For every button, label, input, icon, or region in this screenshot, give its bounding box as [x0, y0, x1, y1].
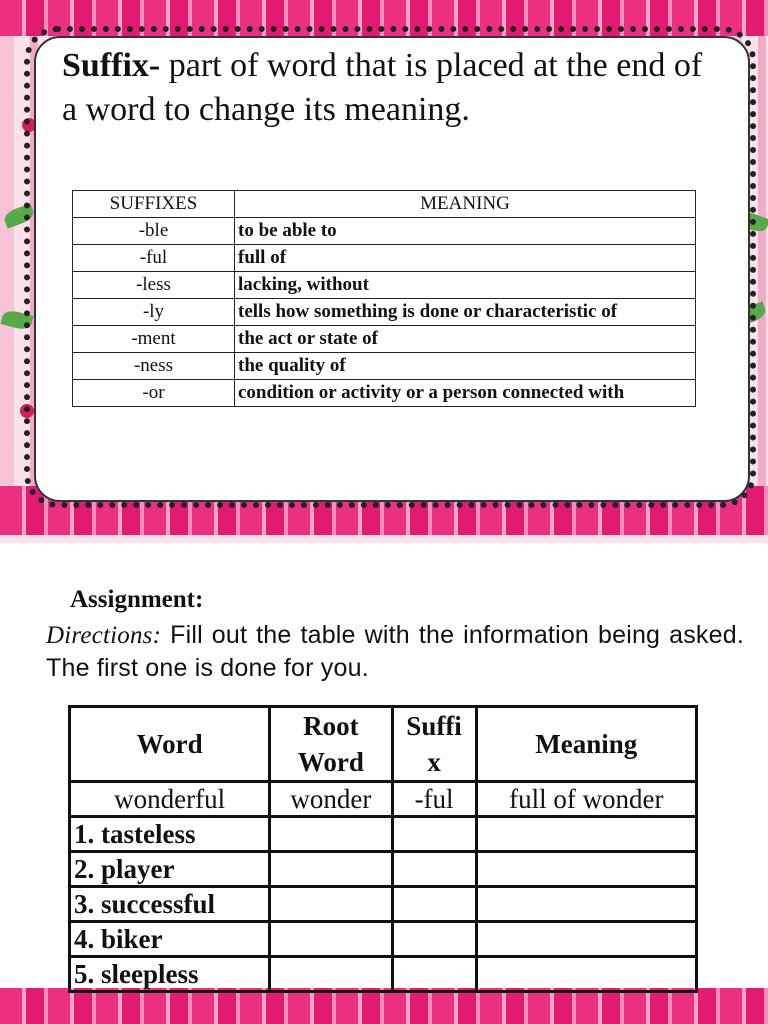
table-header-row — [73, 191, 696, 218]
meaning-cell: the quality of — [235, 353, 696, 380]
directions-text: Fill out the table with the information being asked. The first one is done for you. — [46, 621, 744, 682]
meaning-cell: the act or state of — [235, 326, 696, 353]
root-word-answer-cell[interactable] — [270, 817, 392, 852]
table-row — [73, 380, 696, 407]
suffix-definition — [62, 44, 722, 132]
word-cell: 3. successful — [70, 887, 270, 922]
table-row — [73, 353, 696, 380]
suffix-cell: -ful — [73, 245, 235, 272]
suffix-meaning-table — [72, 190, 696, 407]
example-row — [70, 782, 697, 817]
table-row — [73, 245, 696, 272]
word-cell: 1. tasteless — [70, 817, 270, 852]
suffix-answer-cell[interactable] — [392, 957, 476, 992]
table-row — [73, 299, 696, 326]
example-suffix-cell: -ful — [392, 782, 476, 817]
table-row — [70, 887, 697, 922]
column-header-suffix: Suffi x — [392, 707, 476, 782]
root-word-answer-cell[interactable] — [270, 887, 392, 922]
column-header-meaning: MEANING — [235, 191, 696, 218]
suffix-cell: -ly — [73, 299, 235, 326]
directions-label: Directions: — [46, 622, 162, 649]
root-word-answer-cell[interactable] — [270, 852, 392, 887]
suffix-answer-cell[interactable] — [392, 922, 476, 957]
table-row — [70, 957, 697, 992]
meaning-cell: lacking, without — [235, 272, 696, 299]
meaning-answer-cell[interactable] — [476, 887, 696, 922]
definition-text: part of word that is placed at the end of a word to change its meaning. — [62, 47, 703, 128]
suffix-answer-cell[interactable] — [392, 852, 476, 887]
column-header-suffixes: SUFFIXES — [73, 191, 235, 218]
table-header-row — [70, 707, 697, 782]
meaning-cell: full of — [235, 245, 696, 272]
table-row — [73, 218, 696, 245]
suffix-cell: -less — [73, 272, 235, 299]
column-header-word: Word — [70, 707, 270, 782]
example-meaning-cell: full of wonder — [476, 782, 696, 817]
meaning-answer-cell[interactable] — [476, 957, 696, 992]
directions-paragraph — [46, 619, 744, 685]
meaning-cell: to be able to — [235, 218, 696, 245]
meaning-answer-cell[interactable] — [476, 852, 696, 887]
suffix-answer-cell[interactable] — [392, 887, 476, 922]
table-row — [70, 922, 697, 957]
assignment-table — [68, 705, 698, 993]
root-word-answer-cell[interactable] — [270, 922, 392, 957]
meaning-cell: tells how something is done or characteristic of — [235, 299, 696, 326]
word-cell: 2. player — [70, 852, 270, 887]
word-cell: 4. biker — [70, 922, 270, 957]
suffix-cell: -ble — [73, 218, 235, 245]
suffix-cell: -ment — [73, 326, 235, 353]
column-header-meaning: Meaning — [476, 707, 696, 782]
suffix-cell: -or — [73, 380, 235, 407]
column-header-root-word: Root Word — [270, 707, 392, 782]
meaning-answer-cell[interactable] — [476, 922, 696, 957]
suffix-cell: -ness — [73, 353, 235, 380]
word-cell: 5. sleepless — [70, 957, 270, 992]
table-row — [70, 852, 697, 887]
meaning-answer-cell[interactable] — [476, 817, 696, 852]
example-root-cell: wonder — [270, 782, 392, 817]
table-row — [73, 272, 696, 299]
bottom-decorative-strip — [0, 988, 768, 1024]
example-word-cell: wonderful — [70, 782, 270, 817]
assignment-heading: Assignment: — [70, 586, 204, 613]
root-word-answer-cell[interactable] — [270, 957, 392, 992]
meaning-cell: condition or activity or a person connected with — [235, 380, 696, 407]
table-row — [70, 817, 697, 852]
suffix-answer-cell[interactable] — [392, 817, 476, 852]
table-row — [73, 326, 696, 353]
definition-term: Suffix- — [62, 47, 161, 84]
